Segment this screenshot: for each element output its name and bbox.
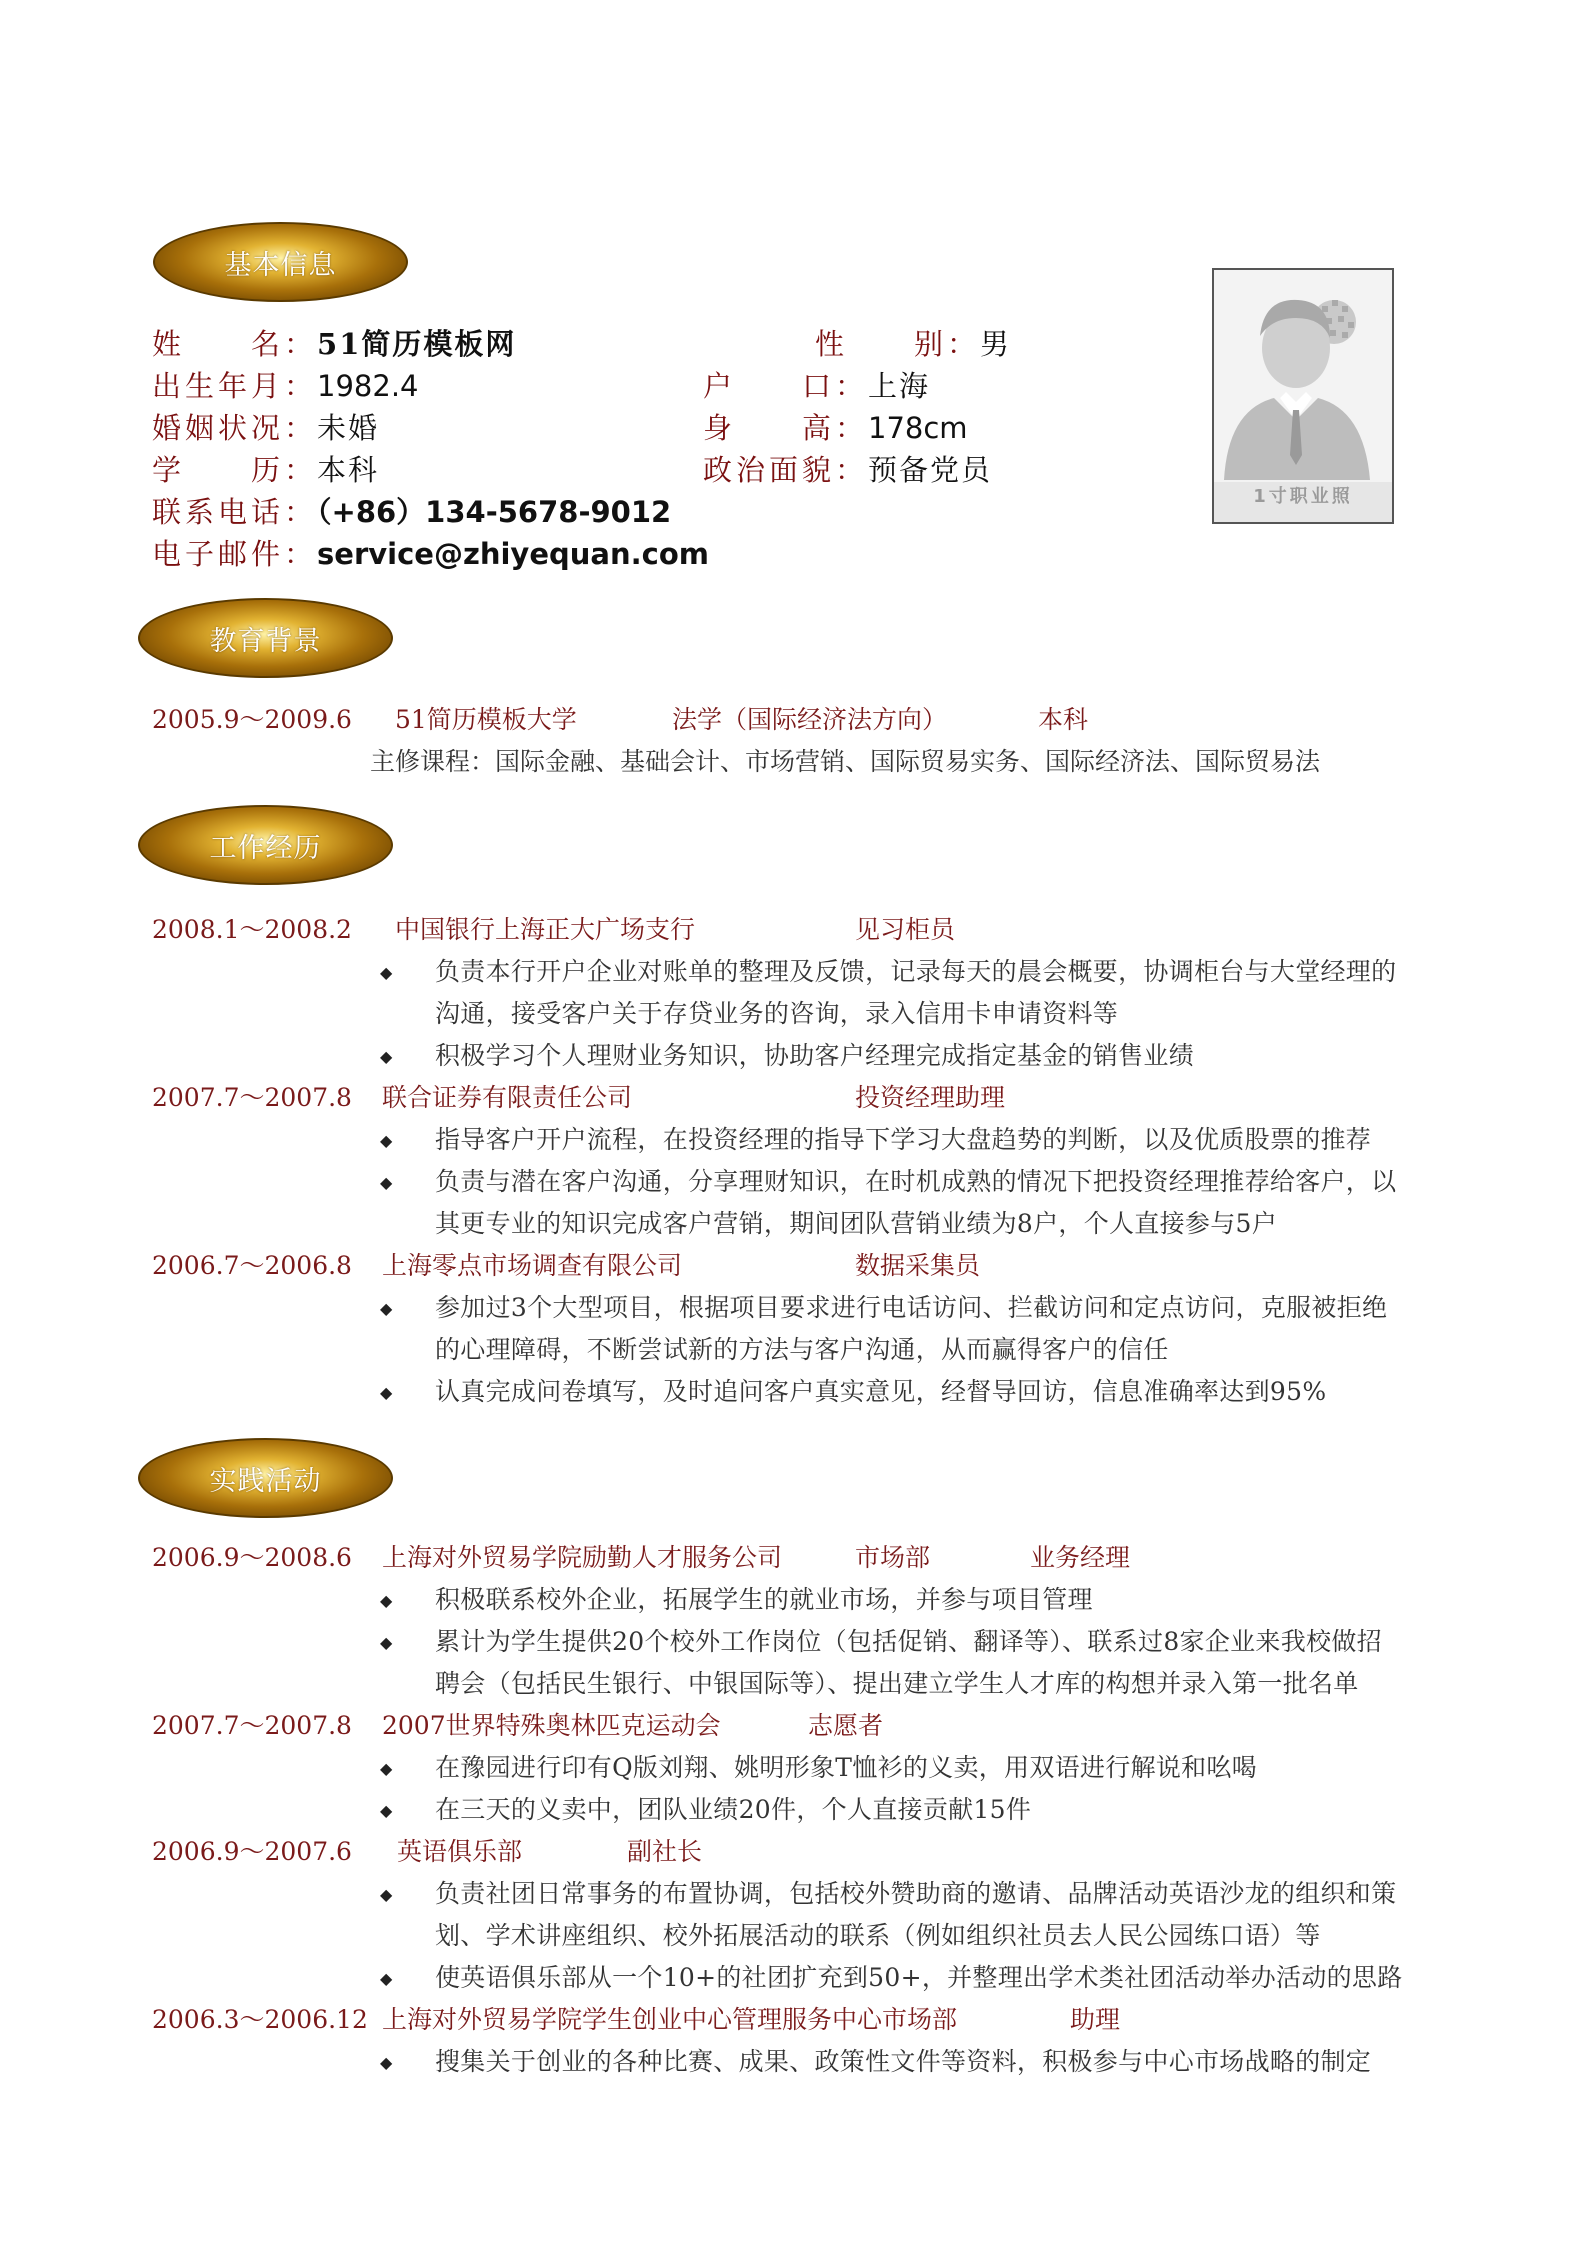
practice-role: 副社长: [627, 1837, 703, 1866]
hukou-value: 上海: [868, 369, 931, 403]
bullet-text: 的心理障碍，不断尝试新的方法与客户沟通，从而赢得客户的信任: [435, 1335, 1169, 1364]
practice-org: 英语俱乐部: [397, 1837, 523, 1866]
bullet-icon: ◆: [380, 1969, 393, 1988]
name-row: 姓 名：51简历模板网: [152, 327, 517, 361]
email-value: service@zhiyequan.com: [317, 537, 709, 571]
work-period: 2008.1～2008.2: [152, 915, 352, 944]
bullet-text: 负责社团日常事务的布置协调，包括校外赞助商的邀请、品牌活动英语沙龙的组织和策: [435, 1879, 1397, 1908]
phone-row: 联系电话：（+86）134-5678-9012: [152, 495, 672, 529]
bullet-text: 累计为学生提供20个校外工作岗位（包括促销、翻译等）、联系过8家企业来我校做招: [435, 1627, 1382, 1656]
section-education: 教育背景: [138, 598, 393, 678]
bullet-icon: ◆: [380, 2053, 393, 2072]
practice-period: 2006.9～2007.6: [152, 1837, 352, 1866]
work-org: 联合证券有限责任公司: [382, 1083, 633, 1112]
gender-value: 男: [980, 327, 1012, 361]
work-role: 见习柜员: [855, 915, 956, 944]
practice-period: 2006.3～2006.12: [152, 2005, 368, 2034]
height-row: 身 高：178cm: [703, 411, 968, 445]
bullet-text: 指导客户开户流程，在投资经理的指导下学习大盘趋势的判断，以及优质股票的推荐: [435, 1125, 1372, 1154]
bullet-text: 其更专业的知识完成客户营销，期间团队营销业绩为8户，个人直接参与5户: [435, 1209, 1278, 1238]
bullet-icon: ◆: [380, 1383, 393, 1402]
edu-courses: 主修课程：国际金融、基础会计、市场营销、国际贸易实务、国际经济法、国际贸易法: [370, 747, 1321, 776]
practice-role: 业务经理: [1030, 1543, 1131, 1572]
edu-degree: 本科: [1038, 705, 1089, 734]
bullet-icon: ◆: [380, 1885, 393, 1904]
politics-row: 政治面貌：预备党员: [703, 453, 993, 487]
marital-value: 未婚: [317, 411, 380, 445]
work-role: 投资经理助理: [855, 1083, 1006, 1112]
practice-org: 上海对外贸易学院学生创业中心管理服务中心市场部: [382, 2005, 958, 2034]
practice-role: 志愿者: [808, 1711, 884, 1740]
bullet-icon: ◆: [380, 1801, 393, 1820]
practice-period: 2007.7～2007.8: [152, 1711, 352, 1740]
bullet-icon: ◆: [380, 1131, 393, 1150]
practice-period: 2006.9～2008.6: [152, 1543, 352, 1572]
bullet-text: 搜集关于创业的各种比赛、成果、政策性文件等资料，积极参与中心市场战略的制定: [435, 2047, 1372, 2076]
bullet-text: 参加过3个大型项目，根据项目要求进行电话访问、拦截访问和定点访问，克服被拒绝: [435, 1293, 1388, 1322]
bullet-text: 认真完成问卷填写，及时追问客户真实意见，经督导回访，信息准确率达到95%: [435, 1377, 1327, 1406]
bullet-text: 聘会（包括民生银行、中银国际等）、提出建立学生人才库的构想并录入第一批名单: [435, 1669, 1359, 1698]
bullet-text: 负责与潜在客户沟通，分享理财知识，在时机成熟的情况下把投资经理推荐给客户，以: [435, 1167, 1397, 1196]
section-basic-info: 基本信息: [153, 222, 408, 302]
gender-row: 性 别：男: [815, 327, 1012, 361]
photo-placeholder: [1212, 268, 1394, 524]
hukou-row: 户 口：上海: [703, 369, 931, 403]
section-work: 工作经历: [138, 805, 393, 885]
practice-dept: 市场部: [855, 1543, 931, 1572]
bullet-icon: ◆: [380, 1591, 393, 1610]
practice-org: 上海对外贸易学院励勤人才服务公司: [382, 1543, 783, 1572]
work-org: 上海零点市场调查有限公司: [382, 1251, 683, 1280]
edu-period: 2005.9～2009.6: [152, 705, 352, 734]
bullet-text: 使英语俱乐部从一个10+的社团扩充到50+，并整理出学术类社团活动举办活动的思路: [435, 1963, 1403, 1992]
bullet-icon: ◆: [380, 1759, 393, 1778]
birth-row: 出生年月：1982.4: [152, 369, 419, 403]
edu-school: 51简历模板大学: [395, 705, 577, 734]
edu-major: 法学（国际经济法方向）: [672, 705, 948, 734]
bullet-text: 负责本行开户企业对账单的整理及反馈，记录每天的晨会概要，协调柜台与大堂经理的: [435, 957, 1397, 986]
bullet-icon: ◆: [380, 963, 393, 982]
marital-row: 婚姻状况：未婚: [152, 411, 380, 445]
bullet-icon: ◆: [380, 1633, 393, 1652]
practice-role: 助理: [1070, 2005, 1121, 2034]
bullet-icon: ◆: [380, 1173, 393, 1192]
photo-caption: 1寸职业照: [1253, 486, 1353, 507]
bullet-text: 在豫园进行印有Q版刘翔、姚明形象T恤衫的义卖，用双语进行解说和吆喝: [435, 1753, 1258, 1782]
education-value: 本科: [317, 453, 380, 487]
bullet-icon: ◆: [380, 1299, 393, 1318]
education-row: 学 历：本科: [152, 453, 380, 487]
email-row: 电子邮件：service@zhiyequan.com: [152, 537, 709, 571]
politics-value: 预备党员: [868, 453, 993, 487]
birth-value: 1982.4: [317, 369, 419, 403]
name-value: 51简历模板网: [317, 327, 517, 361]
bullet-text: 划、学术讲座组织、校外拓展活动的联系（例如组织社员去人民公园练口语）等: [435, 1921, 1321, 1950]
bullet-icon: ◆: [380, 1047, 393, 1066]
practice-org: 2007世界特殊奥林匹克运动会: [382, 1711, 721, 1740]
height-value: 178cm: [868, 411, 968, 445]
phone-value: （+86）134-5678-9012: [317, 495, 672, 529]
work-org: 中国银行上海正大广场支行: [395, 915, 696, 944]
bullet-text: 积极学习个人理财业务知识，协助客户经理完成指定基金的销售业绩: [435, 1041, 1195, 1070]
bullet-text: 积极联系校外企业，拓展学生的就业市场，并参与项目管理: [435, 1585, 1093, 1614]
bullet-text: 在三天的义卖中，团队业绩20件，个人直接贡献15件: [435, 1795, 1032, 1824]
work-period: 2006.7～2006.8: [152, 1251, 352, 1280]
work-period: 2007.7～2007.8: [152, 1083, 352, 1112]
bullet-text: 沟通，接受客户关于存贷业务的咨询，录入信用卡申请资料等: [435, 999, 1119, 1028]
section-practice: 实践活动: [138, 1438, 393, 1518]
work-role: 数据采集员: [855, 1251, 981, 1280]
